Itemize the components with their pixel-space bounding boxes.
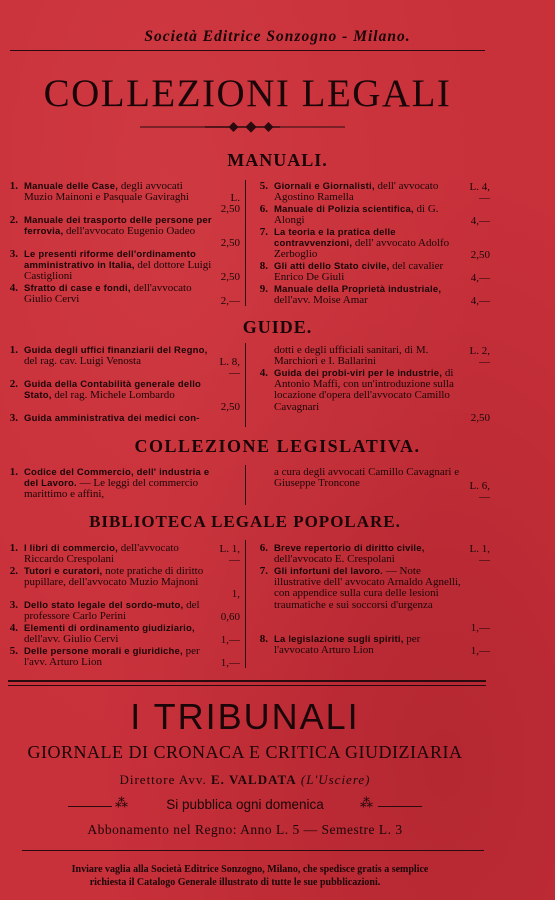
publisher-line: Società Editrice Sonzogno - Milano. <box>144 28 411 45</box>
list-item: 1. Codice del Commercio, dell' industria e del Lavoro. — Le leggi del commercio marittimo e affini, <box>9 466 210 501</box>
section-rule <box>8 685 486 686</box>
footer-line-2: richiesta il Catalogo Generale illustrato di tutte le sue pubblicazioni. <box>89 877 381 888</box>
list-item: 2. Guida della Contabilità generale dello Stato, del rag. Michele Lombardo 2,50 <box>9 378 240 413</box>
column-divider <box>245 465 246 505</box>
list-item: dotti e degli ufficiali sanitari, di M. Marchiori e I. Ballarini L. 2,— <box>274 344 490 368</box>
list-item: 7. Gli infortuni del lavoro. — Note illustrative dell' avvocato Arnaldo Agnelli, con appendice sulla cura delle lesioni traumatiche e sui soccorsi d'urgenza 1,— <box>259 565 490 634</box>
list-item: 2. Manuale dei trasporto delle persone per ferrovia, dell'avvocato Eugenio Oadeo 2,50 <box>9 214 240 249</box>
section-heading-manuali: MANUALI. <box>227 150 328 170</box>
column-divider <box>245 540 246 668</box>
list-item: 8. La legislazione sugli spiriti, per l'avvocato Arturo Lion 1,— <box>259 633 490 657</box>
legislativa-left-column <box>0 467 240 503</box>
director-alias: (L'Usciere) <box>296 772 371 787</box>
list-item: 5. Delle persone morali e giuridiche, per l'avv. Arturo Lion 1,— <box>9 645 240 669</box>
director-line <box>0 772 490 788</box>
biblioteca-left-column <box>0 543 240 669</box>
list-item: 2. Tutori e curatori, note pratiche di diritto pupillare, dell'avvocato Muzio Majnoni 1, <box>9 565 240 600</box>
manuali-left-column <box>0 181 240 307</box>
asterism-icon: ⁂ <box>360 796 373 811</box>
list-item: 8. Gli atti dello Stato civile, del cavalier Enrico De Giuli 4,— <box>259 260 490 284</box>
asterism-icon: ⁂ <box>115 796 128 811</box>
guide-right-column <box>250 345 490 424</box>
list-item: 6. Manuale di Polizia scientifica, di G. Alongi 4,— <box>259 203 490 227</box>
section-rule <box>8 680 486 682</box>
list-item: 1. Manuale delle Case, degli avvocati Muzio Mainoni e Pasquale Gaviraghi L. 2,50 <box>9 180 240 215</box>
biblioteca-right-column <box>250 543 490 657</box>
list-item: 3. Dello stato legale del sordo-muto, del professore Carlo Perini 0,60 <box>9 599 240 623</box>
frequency-text: Si pubblica ogni domenica <box>166 797 324 812</box>
list-item: 5. Giornali e Giornalisti, dell' avvocato Agostino Ramella L. 4,— <box>259 180 490 204</box>
footer-line-1: Inviare vaglia alla Società Editrice Sonzogno, Milano, che spedisce gratis a semplice <box>71 864 429 875</box>
list-item: a cura degli avvocati Camillo Cavagnari e Giuseppe Troncone L. 6,— <box>274 466 490 503</box>
column-divider <box>245 180 246 306</box>
section-heading-guide: GUIDE. <box>242 317 313 337</box>
list-item: 9. Manuale della Proprietà industriale, dell'avv. Moise Amar 4,— <box>259 283 490 307</box>
newspaper-subtitle: GIORNALE DI CRONACA E CRITICA GIUDIZIARIA <box>27 742 463 762</box>
column-divider <box>245 343 246 427</box>
right-dash-rule <box>378 806 422 807</box>
list-item: 4. Elementi di ordinamento giudiziario, dell'avv. Giulio Cervi 1,— <box>9 622 240 646</box>
list-item: 3. Le presenti riforme dell'ordinamento amministrativo in Italia, del dottore Luigi Castiglioni 2,50 <box>9 248 240 283</box>
section-heading-legislativa: COLLEZIONE LEGISLATIVA. <box>134 436 421 456</box>
header-rule <box>10 50 485 51</box>
list-item: 4. Guida dei probi-viri per le industrie, di Antonio Maffi, con un'introduzione sulla locazione d'opera dell'avvocato Camillo Cavagnari 2,50 <box>259 367 490 424</box>
subscription-line: Abbonamento nel Regno: Anno L. 5 — Semestre L. 3 <box>87 822 403 837</box>
director-label: Direttore Avv. <box>119 772 212 787</box>
ornament-divider <box>0 121 555 133</box>
list-item: 3. Guida amministrativa dei medici con- <box>9 412 200 424</box>
section-heading-biblioteca: BIBLIOTECA LEGALE POPOLARE. <box>89 512 401 531</box>
list-item: 7. La teoria e la pratica delle contravvenzioni, dell' avvocato Adolfo Zerboglio 2,50 <box>259 226 490 261</box>
list-item: 4. Sfratto di case e fondi, dell'avvocato Giulio Cervi 2,— <box>9 282 240 307</box>
guide-left-column <box>0 345 240 425</box>
frequency-row <box>0 797 490 815</box>
list-item: 1. I libri di commercio, dell'avvocato Riccardo Crespolani L. 1,— <box>9 542 240 566</box>
list-item: 6. Breve repertorio di diritto civile, dell'avvocato E. Crespolani L. 1,— <box>259 542 490 566</box>
list-item: 1. Guida degli uffici finanziarii del Regno, del rag. cav. Luigi Venosta L. 8,— <box>9 344 240 379</box>
newspaper-title: I TRIBUNALI <box>130 696 360 737</box>
legislativa-right-column <box>250 467 490 503</box>
footer-rule <box>22 850 484 851</box>
page-title: COLLEZIONI LEGALI <box>43 72 452 115</box>
director-name: E. VALDATA <box>211 772 297 787</box>
manuali-right-column <box>250 181 490 307</box>
